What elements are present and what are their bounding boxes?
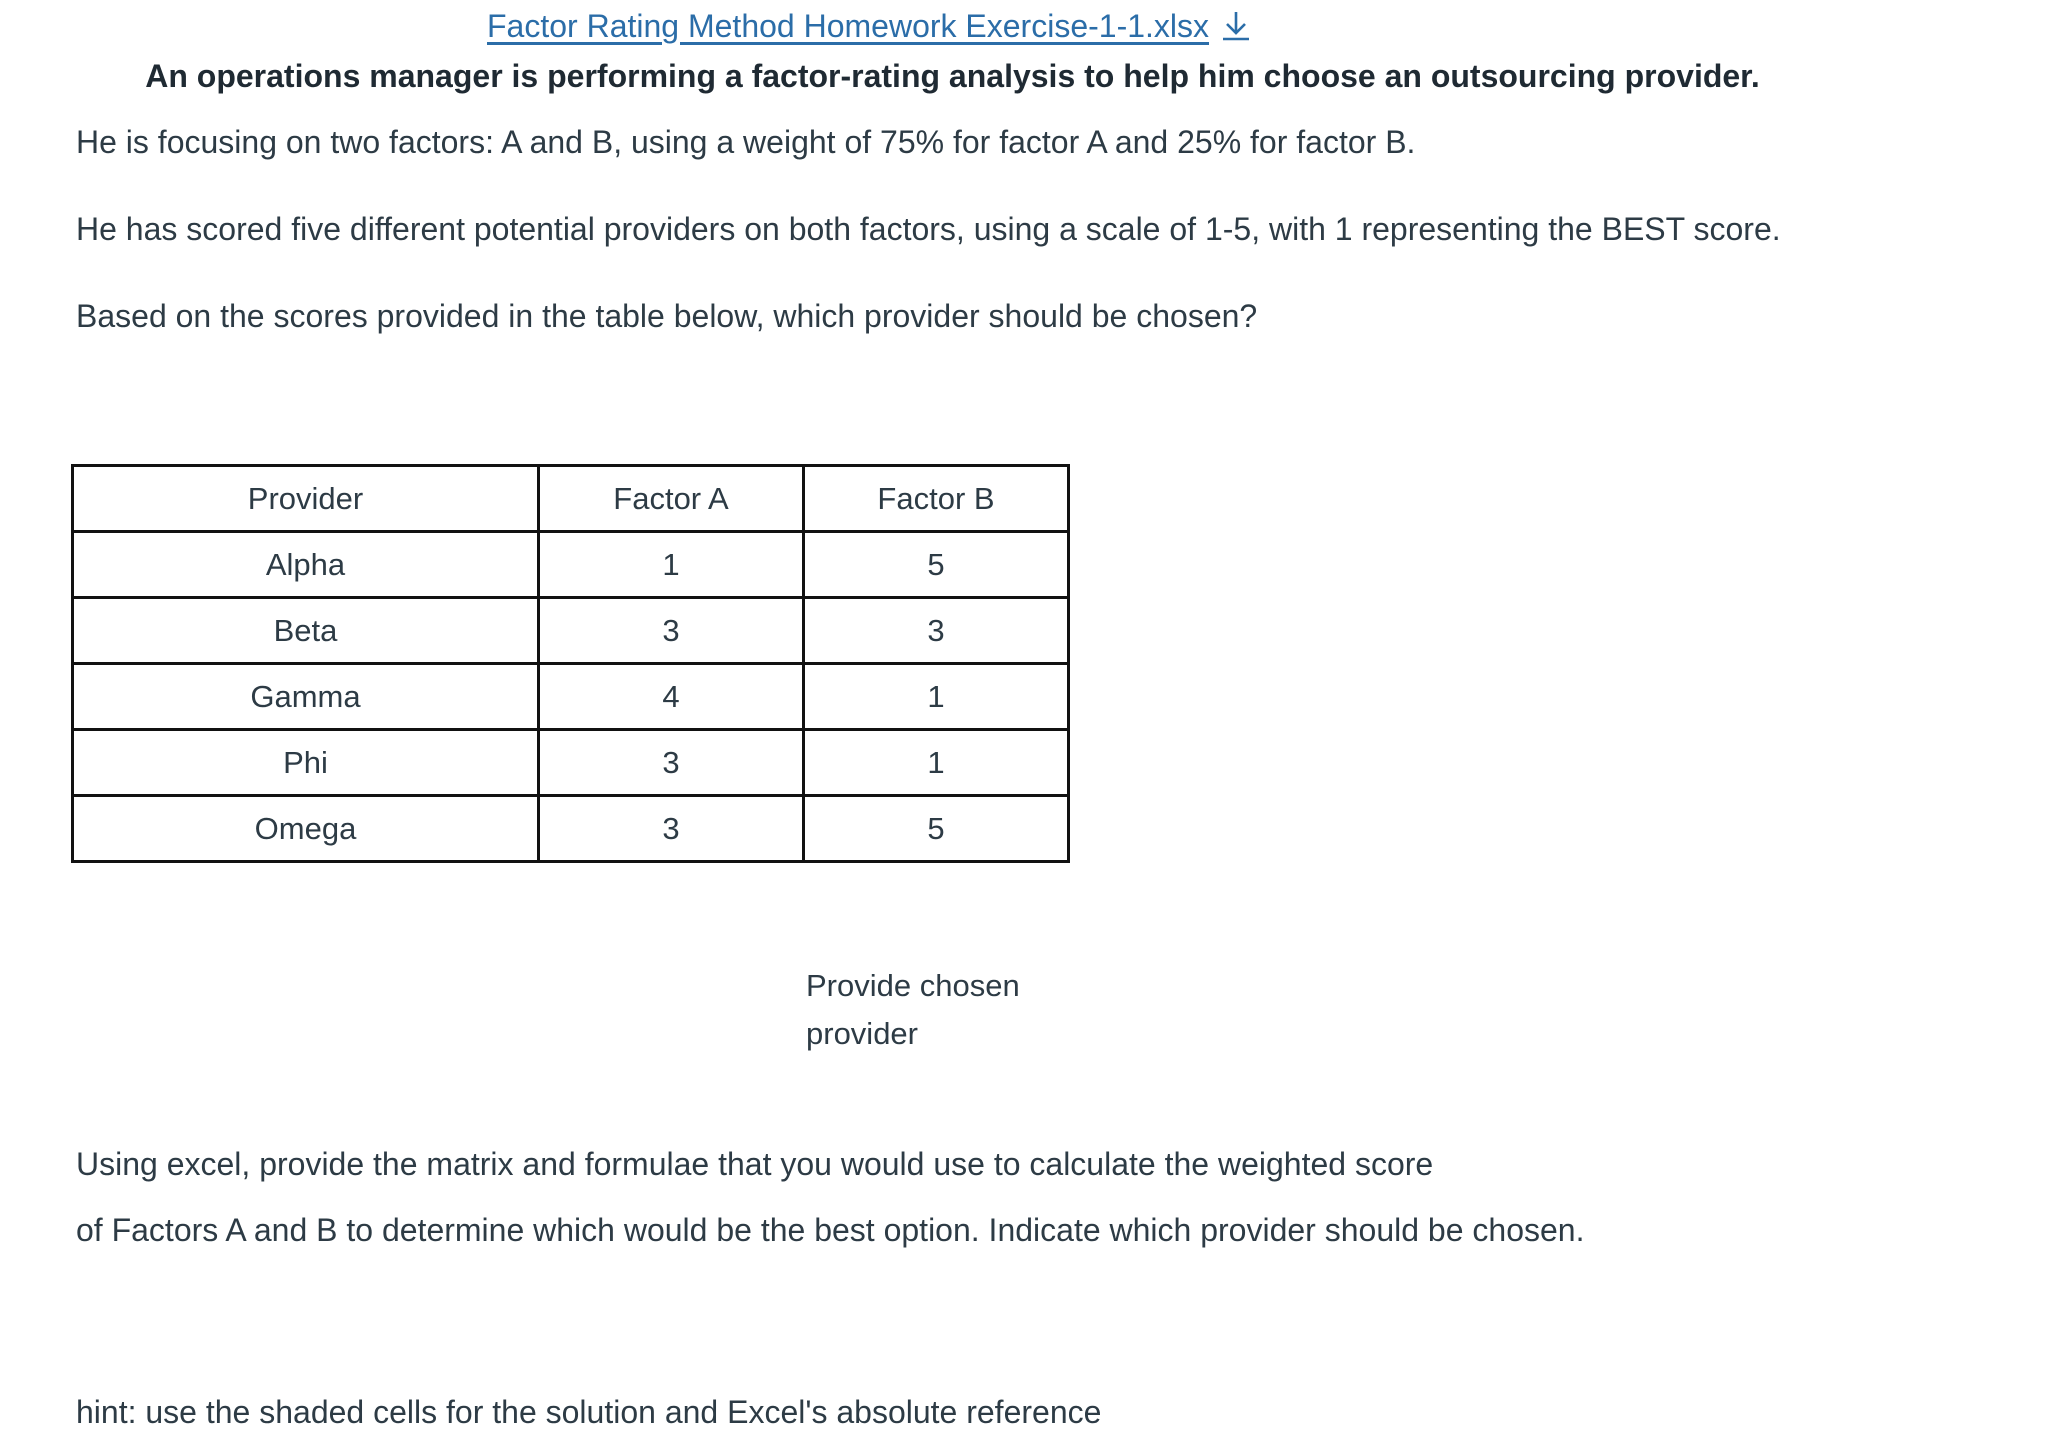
provider-cell: Omega [73, 796, 539, 862]
table-row [73, 598, 1069, 664]
factor-b-cell: 3 [804, 598, 1069, 664]
factor-a-cell: 3 [539, 598, 804, 664]
factor-a-cell: 1 [539, 532, 804, 598]
paragraph-question: Based on the scores provided in the table below, which provider should be chosen? [76, 298, 1258, 334]
table-row [73, 664, 1069, 730]
download-icon[interactable] [1219, 7, 1253, 43]
file-download-link[interactable] [487, 4, 1253, 48]
table-row [73, 796, 1069, 862]
table-row [73, 730, 1069, 796]
table-row [73, 532, 1069, 598]
factor-b-cell: 1 [804, 730, 1069, 796]
hint-text: hint: use the shaded cells for the solution and Excel's absolute reference [76, 1394, 1102, 1430]
header-factor-b: Factor B [804, 466, 1069, 532]
provide-chosen-provider-label: Provide chosen provider [806, 968, 1020, 1051]
paragraph-scale: He has scored five different potential providers on both factors, using a scale of 1-5, with 1 representing the BEST score. [76, 211, 1781, 247]
provider-cell: Alpha [73, 532, 539, 598]
provider-cell: Beta [73, 598, 539, 664]
file-link-label[interactable]: Factor Rating Method Homework Exercise-1-1.xlsx [487, 8, 1210, 44]
paragraph-excel-instructions-cont: of Factors A and B to determine which would be the best option. Indicate which provider should be chosen. [76, 1212, 1585, 1248]
factor-score-table [71, 464, 1070, 863]
factor-b-cell: 5 [804, 532, 1069, 598]
paragraph-weights: He is focusing on two factors: A and B, using a weight of 75% for factor A and 25% for factor B. [76, 124, 1416, 160]
question-heading: An operations manager is performing a factor-rating analysis to help him choose an outsourcing provider. [145, 58, 1760, 94]
factor-b-cell: 5 [804, 796, 1069, 862]
header-provider: Provider [73, 466, 539, 532]
paragraph-excel-instructions: Using excel, provide the matrix and formulae that you would use to calculate the weighted score [76, 1146, 1434, 1182]
factor-a-cell: 4 [539, 664, 804, 730]
provider-cell: Gamma [73, 664, 539, 730]
provider-cell: Phi [73, 730, 539, 796]
header-factor-a: Factor A [539, 466, 804, 532]
table-header-row [73, 466, 1069, 532]
factor-a-cell: 3 [539, 796, 804, 862]
factor-a-cell: 3 [539, 730, 804, 796]
factor-b-cell: 1 [804, 664, 1069, 730]
